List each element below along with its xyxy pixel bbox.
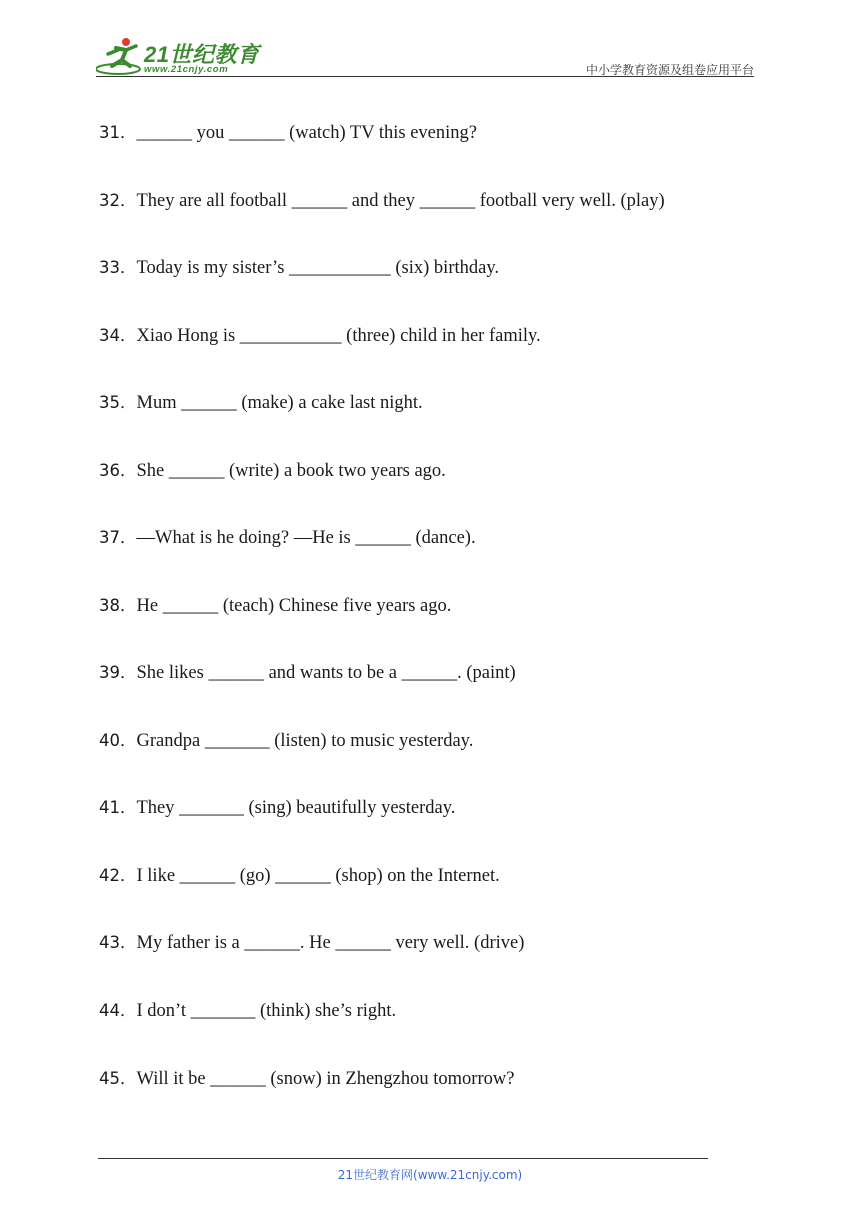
question-text: Today is my sister’s ___________ (six) birthday. [136,258,500,278]
question-31 [99,122,477,144]
question-number: 40． [99,731,137,750]
question-number: 37． [99,528,137,547]
question-text: —What is he doing? —He is ______ (dance). [136,528,476,548]
question-text: She ______ (write) a book two years ago. [136,461,446,481]
question-44 [99,1000,396,1022]
logo-url: www.21cnjy.com [144,64,229,75]
question-text: Grandpa _______ (listen) to music yesterday. [136,731,474,751]
question-number: 41． [99,798,137,817]
question-42 [99,865,500,887]
question-text: Mum ______ (make) a cake last night. [136,393,423,413]
question-41 [99,797,455,819]
question-number: 45． [99,1069,137,1088]
question-text: I don’t _______ (think) she’s right. [136,1001,397,1021]
header-divider [96,76,754,77]
question-45 [99,1068,514,1090]
question-number: 31． [99,123,137,142]
footer-link[interactable] [0,1166,860,1183]
question-43 [99,932,524,954]
footer-text[interactable]: 21世纪教育网(www.21cnjy.com) [337,1168,523,1182]
page-header [0,0,860,90]
question-number: 36． [99,461,137,480]
header-platform-text: 中小学教育资源及组卷应用平台 [585,63,754,77]
question-text: My father is a ______. He ______ very well. (drive) [136,933,525,953]
question-32 [99,190,665,212]
site-logo [96,36,266,78]
footer-divider [98,1158,708,1159]
question-text: ______ you ______ (watch) TV this evening? [136,123,477,143]
question-number: 32． [99,191,137,210]
question-number: 42． [99,866,137,885]
question-40 [99,730,473,752]
runner-logo-icon [96,36,146,78]
question-37 [99,527,476,549]
question-33 [99,257,499,279]
question-text: Will it be ______ (snow) in Zhengzhou tomorrow? [136,1069,515,1089]
question-text: They _______ (sing) beautifully yesterday. [136,798,456,818]
question-text: Xiao Hong is ___________ (three) child in her family. [136,326,541,346]
question-39 [99,662,516,684]
question-number: 43． [99,933,137,952]
question-36 [99,460,446,482]
question-number: 34． [99,326,137,345]
question-38 [99,595,451,617]
logo-text: 21世纪教育 [144,42,260,67]
question-number: 33． [99,258,137,277]
question-number: 35． [99,393,137,412]
question-text: She likes ______ and wants to be a ______. (paint) [136,663,516,683]
question-text: I like ______ (go) ______ (shop) on the Internet. [136,866,500,886]
question-number: 44． [99,1001,137,1020]
question-number: 38． [99,596,137,615]
question-number: 39． [99,663,137,682]
question-35 [99,392,423,414]
question-text: He ______ (teach) Chinese five years ago. [136,596,452,616]
question-34 [99,325,541,347]
question-text: They are all football ______ and they ______ football very well. (play) [136,191,665,211]
